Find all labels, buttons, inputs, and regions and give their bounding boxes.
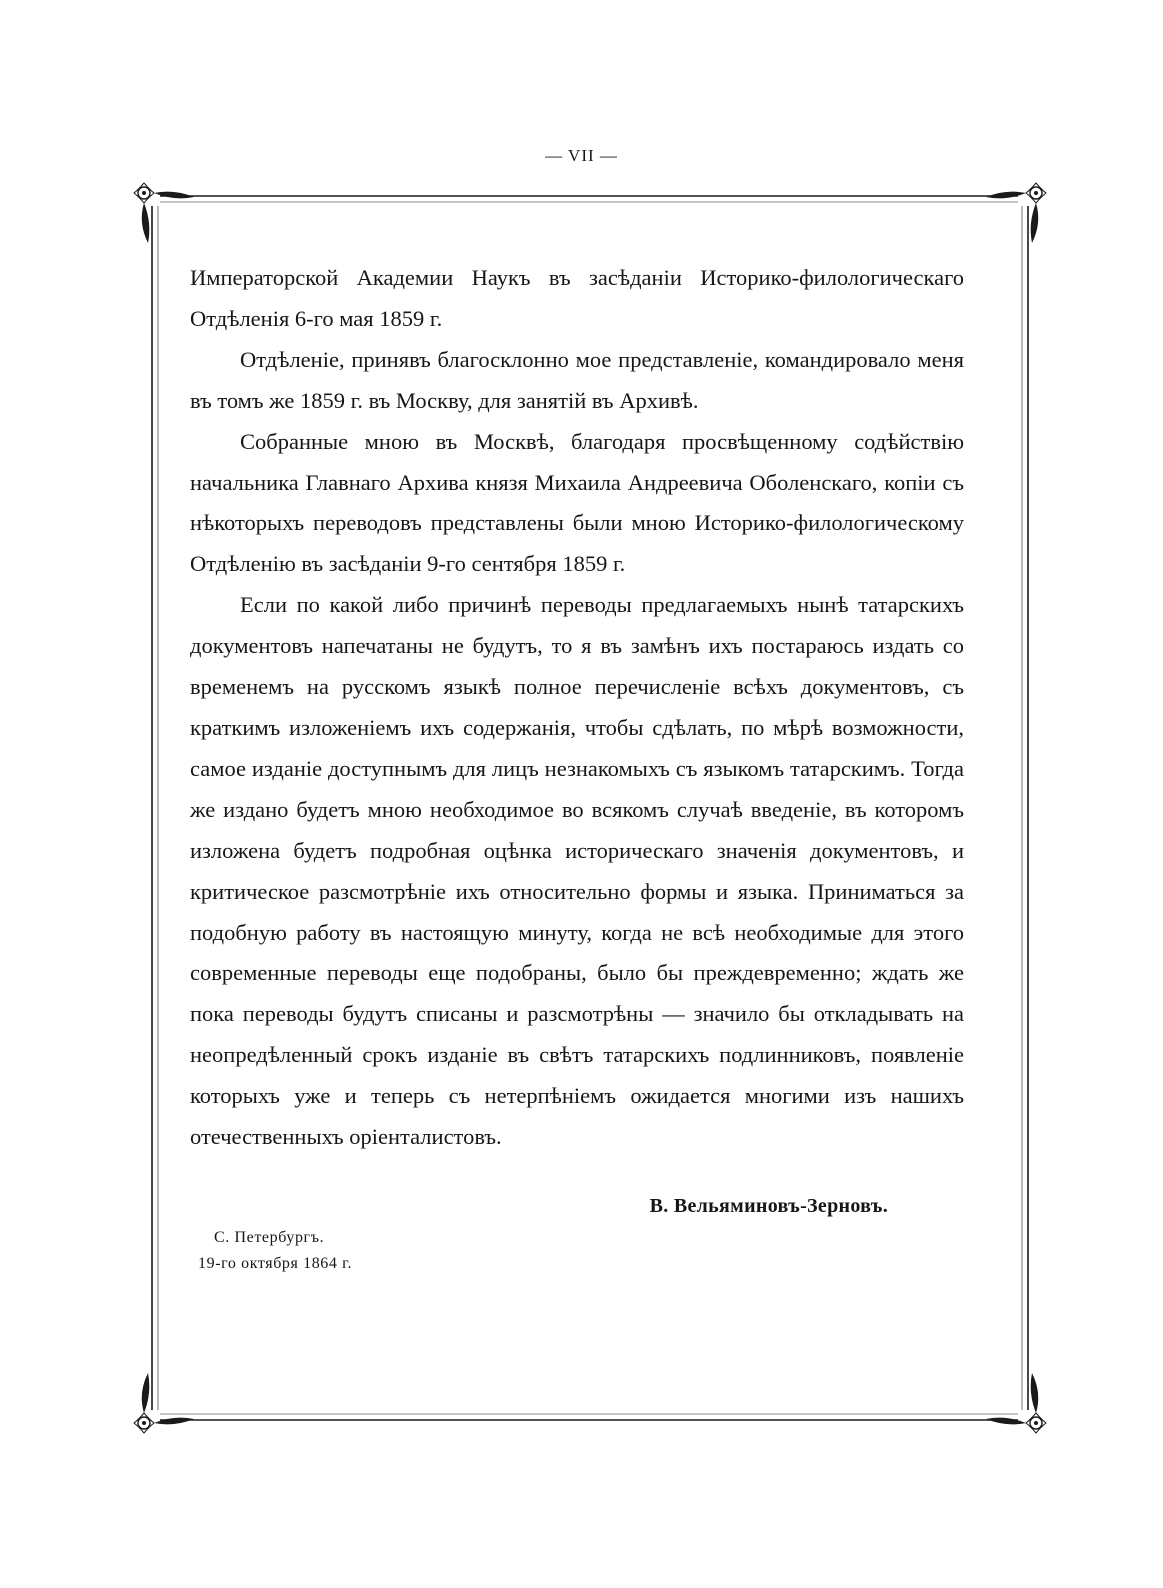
paragraph-2: Отдѣленіе, принявъ благосклонно мое представленіе, командировало меня въ томъ же 1859 г. въ Москву, для занятій въ Архивѣ. <box>190 346 964 413</box>
place-line: С. Петербургъ. <box>214 1229 325 1246</box>
place-date <box>198 1225 352 1277</box>
paragraph-3: Собранные мною въ Москвѣ, благодаря просвѣщенному содѣйствію начальника Главнаго Архива князя Михаила Андреевича Оболенскаго, копіи съ нѣкоторыхъ переводовъ представлены были мною Историко-филологическому Отдѣленію въ засѣданіи 9-го сентября 1859 г. <box>190 428 964 577</box>
corner-ornament-top-right-icon <box>986 183 1046 243</box>
page-number: — VII — <box>545 146 618 165</box>
author-signature: В. Вельяминовъ-Зерновъ. <box>649 1195 888 1217</box>
date-line: 19-го октября 1864 г. <box>198 1255 353 1272</box>
paragraph-1: Императорской Академии Наукъ въ засѣданіи Историко-филологическаго Отдѣленія 6-го мая 1859 г. <box>190 265 964 331</box>
corner-ornament-top-left-icon <box>134 183 194 243</box>
corner-ornament-bottom-right-icon <box>986 1373 1046 1433</box>
corner-ornament-bottom-left-icon <box>134 1373 194 1433</box>
body-text <box>190 258 964 1158</box>
paragraph-4: Если по какой либо причинѣ переводы предлагаемыхъ нынѣ татарскихъ документовъ напечатаны не будутъ, то я въ замѣнъ ихъ постараюсь издать со временемъ на русскомъ языкѣ полное перечисленіе всѣхъ документовъ, съ краткимъ изложеніемъ ихъ содержанія, чтобы сдѣлать, по мѣрѣ возможности, самое изданіе доступнымъ для лицъ незнакомыхъ съ языкомъ татарскимъ. Тогда же издано будетъ мною необходимое во всякомъ случаѣ введеніе, въ которомъ изложена будетъ подробная оцѣнка историческаго значенія документовъ, и критическое разсмотрѣніе ихъ относительно формы и языка. Приниматься за подобную работу въ настоящую минуту, когда не всѣ необходимые для этого современные переводы еще подобраны, было бы преждевременно; ждать же пока переводы будутъ списаны и разсмотрѣны — значило бы откладывать на неопредѣленный срокъ изданіе въ свѣтъ татарскихъ подлинниковъ, появленіе которыхъ уже и теперь съ нетерпѣніемъ ожидается многими изъ нашихъ отечественныхъ оріенталистовъ. <box>190 592 964 1150</box>
